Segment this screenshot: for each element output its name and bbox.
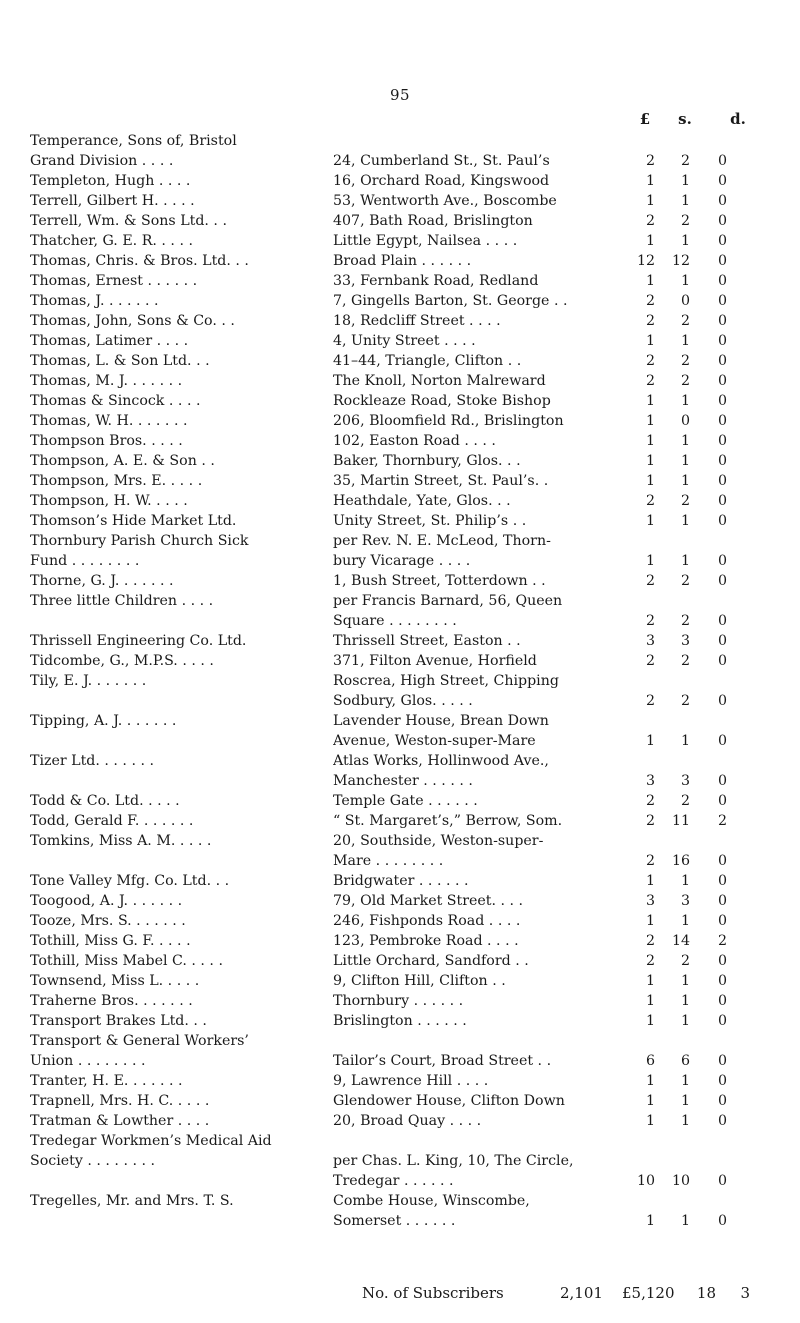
list-item (0, 611, 800, 631)
subscriber-address: Roscrea, High Street, Chipping (333, 673, 559, 689)
subscriber-address: Baker, Thornbury, Glos. . . (333, 453, 521, 469)
list-item (0, 491, 800, 511)
subscriber-name: Thomas, W. H. . . . . . . (30, 413, 188, 429)
amount-shillings: 2 (680, 313, 690, 329)
amount-pence: 0 (717, 373, 727, 389)
pounds-header: £ (639, 110, 651, 128)
subscriber-name: Thomson’s Hide Market Ltd. (30, 513, 237, 529)
list-item (0, 291, 800, 311)
list-item (0, 1191, 800, 1211)
amount-pounds: 1 (645, 433, 655, 449)
amount-pence: 0 (717, 993, 727, 1009)
amount-pounds: 1 (645, 873, 655, 889)
list-item (0, 1151, 800, 1171)
amount-shillings: 3 (680, 893, 690, 909)
amount-pounds: 2 (645, 653, 655, 669)
amount-shillings: 1 (680, 453, 690, 469)
subscriber-name: Thorne, G. J. . . . . . . (30, 573, 174, 589)
amount-shillings: 1 (680, 273, 690, 289)
amount-pounds: 1 (645, 413, 655, 429)
list-item (0, 771, 800, 791)
amount-pounds: 2 (645, 153, 655, 169)
amount-shillings: 1 (680, 913, 690, 929)
total-shillings: 18 (696, 1284, 716, 1302)
subscriber-address: Brislington . . . . . . (333, 1013, 467, 1029)
list-item (0, 1211, 800, 1231)
amount-pence: 0 (717, 393, 727, 409)
list-item (0, 971, 800, 991)
amount-pounds: 1 (645, 233, 655, 249)
subscriber-name: Tratman & Lowther . . . . (30, 1113, 210, 1129)
amount-shillings: 1 (680, 393, 690, 409)
amount-pounds: 1 (645, 973, 655, 989)
amount-pence: 0 (717, 1093, 727, 1109)
amount-shillings: 1 (680, 233, 690, 249)
amount-pounds: 1 (645, 993, 655, 1009)
amount-shillings: 2 (680, 613, 690, 629)
list-item (0, 1131, 800, 1151)
subscriber-name: Thompson Bros. . . . . (30, 433, 183, 449)
amount-pence: 0 (717, 953, 727, 969)
amount-shillings: 0 (680, 293, 690, 309)
subscriber-name: Tothill, Miss Mabel C. . . . . (30, 953, 223, 969)
amount-pence: 0 (717, 1013, 727, 1029)
subscriber-name: Thomas, Ernest . . . . . . (30, 273, 198, 289)
amount-pence: 0 (717, 493, 727, 509)
subscriber-name: Thrissell Engineering Co. Ltd. (30, 633, 247, 649)
amount-shillings: 1 (680, 873, 690, 889)
amount-pence: 2 (717, 933, 727, 949)
amount-shillings: 2 (680, 693, 690, 709)
amount-pence: 0 (717, 773, 727, 789)
subscriber-address: 246, Fishponds Road . . . . (333, 913, 521, 929)
subscriber-name: Thornbury Parish Church Sick (30, 533, 249, 549)
subscriber-name: Tomkins, Miss A. M. . . . . (30, 833, 212, 849)
amount-pence: 0 (717, 273, 727, 289)
subscriber-name: Union . . . . . . . . (30, 1053, 146, 1069)
subscriber-name: Temperance, Sons of, Bristol (30, 133, 237, 149)
subscriber-name: Tranter, H. E. . . . . . . (30, 1073, 183, 1089)
amount-shillings: 2 (680, 793, 690, 809)
amount-pence: 0 (717, 973, 727, 989)
subscriber-address: 41–44, Triangle, Clifton . . (333, 353, 522, 369)
subscriber-address: Glendower House, Clifton Down (333, 1093, 565, 1109)
amount-pounds: 2 (645, 813, 655, 829)
list-item (0, 731, 800, 751)
subscriber-address: Rockleaze Road, Stoke Bishop (333, 393, 551, 409)
amount-pence: 0 (717, 853, 727, 869)
subscriber-name: Terrell, Wm. & Sons Ltd. . . (30, 213, 227, 229)
subscriber-name: Transport & General Workers’ (30, 1033, 249, 1049)
subscriber-address: 1, Bush Street, Totterdown . . (333, 573, 546, 589)
amount-shillings: 1 (680, 1113, 690, 1129)
list-item (0, 671, 800, 691)
amount-shillings: 2 (680, 373, 690, 389)
subscriber-name: Thomas, Chris. & Bros. Ltd. . . (30, 253, 249, 269)
subscriber-name: Thomas, L. & Son Ltd. . . (30, 353, 210, 369)
subscriber-address: 79, Old Market Street. . . . (333, 893, 524, 909)
amount-pounds: 2 (645, 853, 655, 869)
list-item (0, 871, 800, 891)
list-item (0, 231, 800, 251)
amount-pence: 0 (717, 253, 727, 269)
subscriber-name: Fund . . . . . . . . (30, 553, 140, 569)
subscriber-address: 7, Gingells Barton, St. George . . (333, 293, 568, 309)
list-item (0, 251, 800, 271)
amount-pounds: 3 (645, 633, 655, 649)
subscriber-address: Thrissell Street, Easton . . (333, 633, 521, 649)
subscriber-name: Tregelles, Mr. and Mrs. T. S. (30, 1193, 234, 1209)
list-item (0, 951, 800, 971)
amount-pounds: 2 (645, 313, 655, 329)
amount-shillings: 1 (680, 193, 690, 209)
amount-pounds: 1 (645, 913, 655, 929)
list-item (0, 911, 800, 931)
list-item (0, 411, 800, 431)
amount-shillings: 1 (680, 173, 690, 189)
list-item (0, 791, 800, 811)
subscriber-address: Avenue, Weston-super-Mare (333, 733, 536, 749)
subscriber-name: Traherne Bros. . . . . . . (30, 993, 193, 1009)
amount-pence: 0 (717, 733, 727, 749)
amount-pounds: 2 (645, 493, 655, 509)
amount-pence: 0 (717, 693, 727, 709)
amount-pence: 0 (717, 293, 727, 309)
list-item (0, 1051, 800, 1071)
list-item (0, 331, 800, 351)
subscriber-address: 53, Wentworth Ave., Boscombe (333, 193, 557, 209)
amount-pence: 0 (717, 913, 727, 929)
subscriber-name: Thomas, M. J. . . . . . . (30, 373, 183, 389)
subscriber-address: 102, Easton Road . . . . (333, 433, 496, 449)
subscriber-address: 9, Clifton Hill, Clifton . . (333, 973, 506, 989)
amount-pence: 0 (717, 653, 727, 669)
subscriber-address: Thornbury . . . . . . (333, 993, 464, 1009)
list-item (0, 691, 800, 711)
subscriber-address: per Chas. L. King, 10, The Circle, (333, 1153, 574, 1169)
subscriber-name: Todd & Co. Ltd. . . . . (30, 793, 180, 809)
amount-pounds: 2 (645, 613, 655, 629)
subscriber-name: Tothill, Miss G. F. . . . . (30, 933, 191, 949)
amount-pounds: 12 (636, 253, 655, 269)
subscriber-address: Unity Street, St. Philip’s . . (333, 513, 527, 529)
subscriber-name: Tooze, Mrs. S. . . . . . . (30, 913, 186, 929)
subscriber-name: Terrell, Gilbert H. . . . . (30, 193, 195, 209)
amount-pounds: 1 (645, 1013, 655, 1029)
subscriber-address: 35, Martin Street, St. Paul’s. . (333, 473, 549, 489)
subscriber-name: Thatcher, G. E. R. . . . . (30, 233, 193, 249)
page-number: 95 (389, 86, 411, 104)
subscriber-name: Society . . . . . . . . (30, 1153, 156, 1169)
subscriber-address: 33, Fernbank Road, Redland (333, 273, 539, 289)
amount-shillings: 3 (680, 773, 690, 789)
list-item (0, 271, 800, 291)
amount-pounds: 1 (645, 273, 655, 289)
subscriber-address: bury Vicarage . . . . (333, 553, 471, 569)
subscriber-name: Thompson, A. E. & Son . . (30, 453, 215, 469)
shillings-header: s. (678, 110, 692, 128)
subscriber-address: Atlas Works, Hollinwood Ave., (333, 753, 549, 769)
list-item (0, 631, 800, 651)
subscriber-address: 407, Bath Road, Brislington (333, 213, 533, 229)
amount-shillings: 1 (680, 513, 690, 529)
subscriber-address: 4, Unity Street . . . . (333, 333, 476, 349)
amount-shillings: 2 (680, 493, 690, 509)
amount-pence: 0 (717, 1173, 727, 1189)
subscriber-address: Somerset . . . . . . (333, 1213, 456, 1229)
amount-pence: 0 (717, 233, 727, 249)
subscriber-address: 206, Bloomfield Rd., Brislington (333, 413, 564, 429)
list-item (0, 811, 800, 831)
list-item (0, 1031, 800, 1051)
list-item (0, 931, 800, 951)
total-pounds: £5,120 (622, 1284, 675, 1302)
list-item (0, 551, 800, 571)
list-item (0, 131, 800, 151)
amount-pence: 0 (717, 793, 727, 809)
amount-pence: 0 (717, 633, 727, 649)
subscriber-address: 18, Redcliff Street . . . . (333, 313, 501, 329)
amount-shillings: 2 (680, 573, 690, 589)
subscriber-name: Thomas, John, Sons & Co. . . (30, 313, 235, 329)
subscriber-address: Mare . . . . . . . . (333, 853, 444, 869)
amount-pence: 0 (717, 553, 727, 569)
subscriber-address: Manchester . . . . . . (333, 773, 473, 789)
amount-shillings: 2 (680, 653, 690, 669)
list-item (0, 1011, 800, 1031)
subscriber-address: Heathdale, Yate, Glos. . . (333, 493, 511, 509)
amount-shillings: 2 (680, 953, 690, 969)
amount-shillings: 1 (680, 993, 690, 1009)
subscriber-address: 371, Filton Avenue, Horfield (333, 653, 537, 669)
subscriber-address: 20, Southside, Weston-super- (333, 833, 544, 849)
amount-pence: 0 (717, 433, 727, 449)
subscriber-name: Tizer Ltd. . . . . . . (30, 753, 154, 769)
list-item (0, 391, 800, 411)
list-item (0, 991, 800, 1011)
amount-pence: 0 (717, 893, 727, 909)
amount-pounds: 2 (645, 693, 655, 709)
list-item (0, 191, 800, 211)
list-item (0, 591, 800, 611)
list-item (0, 1071, 800, 1091)
amount-shillings: 0 (680, 413, 690, 429)
subscriber-address: “ St. Margaret’s,” Berrow, Som. (333, 813, 563, 829)
subscriber-address: Square . . . . . . . . (333, 613, 457, 629)
amount-pounds: 1 (645, 1213, 655, 1229)
subscriber-name: Tipping, A. J. . . . . . . (30, 713, 177, 729)
summary-label: No. of Subscribers (362, 1284, 504, 1302)
amount-pounds: 2 (645, 793, 655, 809)
list-item (0, 571, 800, 591)
amount-shillings: 1 (680, 473, 690, 489)
amount-pence: 0 (717, 1053, 727, 1069)
amount-shillings: 2 (680, 353, 690, 369)
list-item (0, 891, 800, 911)
subscriber-name: Tidcombe, G., M.P.S. . . . . (30, 653, 214, 669)
subscriber-address: Tredegar . . . . . . (333, 1173, 454, 1189)
list-item (0, 311, 800, 331)
amount-shillings: 1 (680, 1213, 690, 1229)
subscriber-address: per Francis Barnard, 56, Queen (333, 593, 563, 609)
amount-shillings: 1 (680, 433, 690, 449)
amount-pounds: 10 (636, 1173, 655, 1189)
subscriber-name: Todd, Gerald F. . . . . . . (30, 813, 194, 829)
subscriber-name: Tredegar Workmen’s Medical Aid (30, 1133, 272, 1149)
list-item (0, 431, 800, 451)
amount-pence: 0 (717, 413, 727, 429)
amount-shillings: 3 (680, 633, 690, 649)
list-item (0, 171, 800, 191)
subscriber-address: Temple Gate . . . . . . (333, 793, 478, 809)
subscriber-name: Thompson, Mrs. E. . . . . (30, 473, 203, 489)
subscribers-summary (0, 1282, 800, 1304)
list-item (0, 151, 800, 171)
subscriber-name: Townsend, Miss L. . . . . (30, 973, 200, 989)
amount-pounds: 1 (645, 1073, 655, 1089)
list-item (0, 1111, 800, 1131)
subscriber-name: Thomas & Sincock . . . . (30, 393, 201, 409)
subscriber-name: Templeton, Hugh . . . . (30, 173, 191, 189)
amount-shillings: 1 (680, 1093, 690, 1109)
amount-pounds: 1 (645, 1113, 655, 1129)
subscriber-address: 123, Pembroke Road . . . . (333, 933, 519, 949)
amount-pounds: 2 (645, 213, 655, 229)
list-item (0, 1091, 800, 1111)
subscriber-name: Tily, E. J. . . . . . . (30, 673, 147, 689)
list-item (0, 531, 800, 551)
amount-shillings: 1 (680, 1013, 690, 1029)
money-column-header (631, 110, 763, 132)
list-item (0, 471, 800, 491)
amount-pounds: 1 (645, 473, 655, 489)
subscriber-address: Lavender House, Brean Down (333, 713, 549, 729)
amount-pounds: 1 (645, 1093, 655, 1109)
subscriber-address: Little Orchard, Sandford . . (333, 953, 529, 969)
amount-pence: 0 (717, 513, 727, 529)
amount-pence: 0 (717, 313, 727, 329)
list-item (0, 851, 800, 871)
amount-pounds: 1 (645, 333, 655, 349)
amount-pence: 0 (717, 213, 727, 229)
amount-shillings: 16 (671, 853, 690, 869)
amount-shillings: 2 (680, 213, 690, 229)
subscriber-name: Thomas, J. . . . . . . (30, 293, 159, 309)
amount-pence: 0 (717, 613, 727, 629)
list-item (0, 511, 800, 531)
subscriber-name: Trapnell, Mrs. H. C. . . . . (30, 1093, 210, 1109)
amount-pounds: 1 (645, 733, 655, 749)
subscriber-name: Grand Division . . . . (30, 153, 174, 169)
amount-pounds: 3 (645, 893, 655, 909)
amount-shillings: 10 (671, 1173, 690, 1189)
subscriber-address: 16, Orchard Road, Kingswood (333, 173, 550, 189)
amount-pence: 0 (717, 193, 727, 209)
amount-pounds: 2 (645, 293, 655, 309)
amount-pounds: 2 (645, 573, 655, 589)
list-item (0, 211, 800, 231)
amount-pounds: 1 (645, 513, 655, 529)
amount-pounds: 2 (645, 953, 655, 969)
list-item (0, 831, 800, 851)
pence-header: d. (730, 110, 746, 128)
amount-pounds: 1 (645, 553, 655, 569)
amount-pence: 0 (717, 153, 727, 169)
amount-shillings: 6 (680, 1053, 690, 1069)
subscriber-address: Little Egypt, Nailsea . . . . (333, 233, 518, 249)
amount-pounds: 1 (645, 393, 655, 409)
amount-pence: 0 (717, 473, 727, 489)
subscriber-name: Tone Valley Mfg. Co. Ltd. . . (30, 873, 230, 889)
list-item (0, 1171, 800, 1191)
amount-pence: 2 (717, 813, 727, 829)
subscriber-address: 9, Lawrence Hill . . . . (333, 1073, 489, 1089)
amount-shillings: 11 (671, 813, 690, 829)
amount-pounds: 1 (645, 453, 655, 469)
subscriber-address: Combe House, Winscombe, (333, 1193, 530, 1209)
amount-shillings: 14 (671, 933, 690, 949)
subscriber-name: Toogood, A. J. . . . . . . (30, 893, 183, 909)
amount-shillings: 1 (680, 553, 690, 569)
amount-pounds: 2 (645, 373, 655, 389)
subscriber-list (0, 131, 800, 1231)
amount-pence: 0 (717, 453, 727, 469)
amount-pence: 0 (717, 1213, 727, 1229)
amount-pounds: 1 (645, 173, 655, 189)
amount-shillings: 1 (680, 333, 690, 349)
subscriber-address: Tailor’s Court, Broad Street . . (333, 1053, 552, 1069)
subscriber-name: Thomas, Latimer . . . . (30, 333, 189, 349)
amount-shillings: 1 (680, 973, 690, 989)
subscriber-name: Three little Children . . . . (30, 593, 214, 609)
total-pence: 3 (740, 1284, 750, 1302)
amount-shillings: 12 (671, 253, 690, 269)
amount-pounds: 2 (645, 933, 655, 949)
amount-pence: 0 (717, 573, 727, 589)
amount-shillings: 1 (680, 1073, 690, 1089)
amount-pence: 0 (717, 173, 727, 189)
subscriber-address: Broad Plain . . . . . . (333, 253, 472, 269)
list-item (0, 751, 800, 771)
subscriber-name: Thompson, H. W. . . . . (30, 493, 188, 509)
amount-pence: 0 (717, 333, 727, 349)
subscriber-count: 2,101 (560, 1284, 603, 1302)
amount-pounds: 2 (645, 353, 655, 369)
subscriber-address: Sodbury, Glos. . . . . (333, 693, 473, 709)
amount-pence: 0 (717, 873, 727, 889)
subscriber-address: The Knoll, Norton Malreward (333, 373, 546, 389)
list-item (0, 351, 800, 371)
subscriber-address: 24, Cumberland St., St. Paul’s (333, 153, 550, 169)
subscriber-name: Transport Brakes Ltd. . . (30, 1013, 207, 1029)
amount-pence: 0 (717, 1073, 727, 1089)
subscriber-address: 20, Broad Quay . . . . (333, 1113, 482, 1129)
amount-pounds: 6 (645, 1053, 655, 1069)
list-item (0, 651, 800, 671)
subscriber-address: per Rev. N. E. McLeod, Thorn- (333, 533, 551, 549)
amount-shillings: 2 (680, 153, 690, 169)
list-item (0, 451, 800, 471)
amount-pence: 0 (717, 353, 727, 369)
amount-pence: 0 (717, 1113, 727, 1129)
amount-pounds: 3 (645, 773, 655, 789)
subscriber-address: Bridgwater . . . . . . (333, 873, 469, 889)
list-item (0, 711, 800, 731)
amount-pounds: 1 (645, 193, 655, 209)
list-item (0, 371, 800, 391)
amount-shillings: 1 (680, 733, 690, 749)
